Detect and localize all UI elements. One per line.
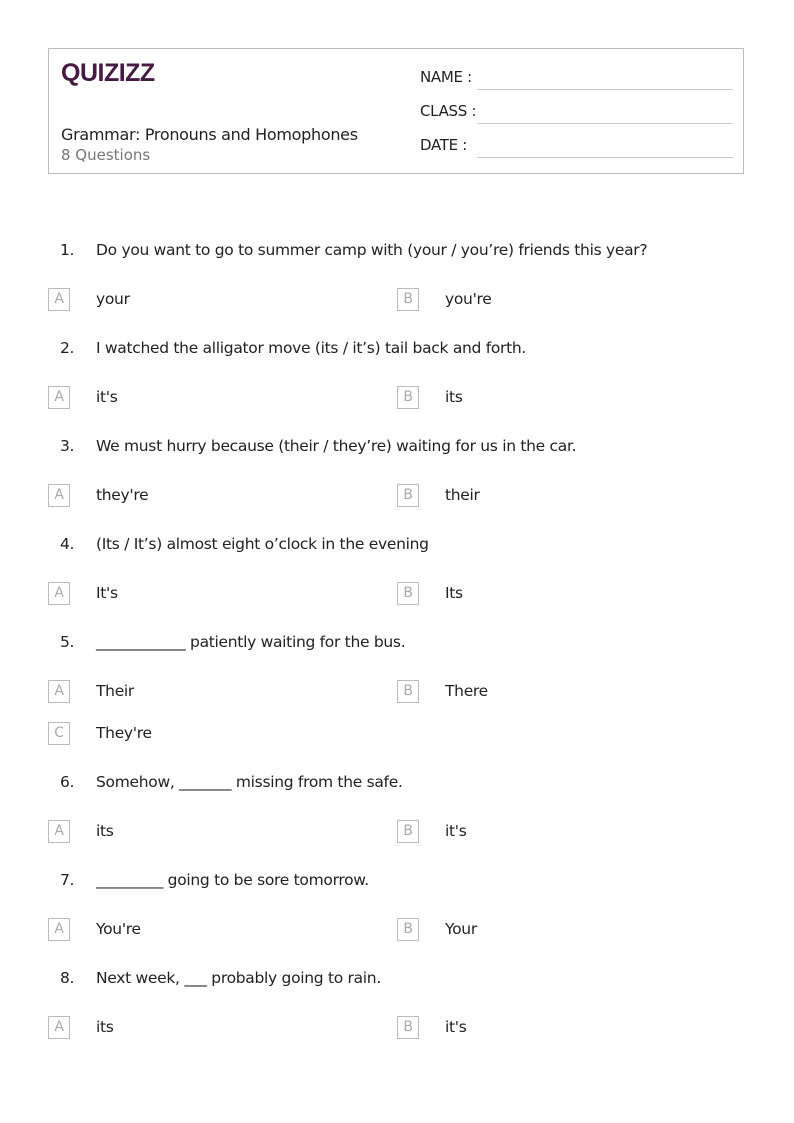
option-b-text: their [445,486,480,504]
question-text: I watched the alligator move (its / it’s) tail back and forth. [96,339,527,357]
option-a-text: it's [96,388,118,406]
date-label: DATE : [420,136,468,154]
question-text: (Its / It’s) almost eight o’clock in the evening [96,535,429,553]
question-number: 8. [60,969,75,987]
option-b-checkbox[interactable]: B [397,1016,419,1039]
question-number: 7. [60,871,75,889]
option-a-checkbox[interactable]: A [48,484,70,507]
question-text: Somehow, _______ missing from the safe. [96,773,403,791]
worksheet-title: Grammar: Pronouns and Homophones [61,125,358,144]
option-a-text: your [96,290,130,308]
option-a-checkbox[interactable]: A [48,582,70,605]
question-number: 5. [60,633,75,651]
option-b-checkbox[interactable]: B [397,680,419,703]
option-b-text: Its [445,584,463,602]
class-label: CLASS : [420,102,477,120]
option-b-checkbox[interactable]: B [397,582,419,605]
option-b-checkbox[interactable]: B [397,820,419,843]
option-b-text: it's [445,822,467,840]
option-b-checkbox[interactable]: B [397,288,419,311]
name-field[interactable] [477,89,733,90]
option-b-text: you're [445,290,492,308]
question-number: 6. [60,773,75,791]
worksheet-header [48,48,744,174]
option-a-text: It's [96,584,118,602]
date-field[interactable] [477,157,733,158]
option-b-text: Your [445,920,477,938]
option-b-checkbox[interactable]: B [397,918,419,941]
question-text: _________ going to be sore tomorrow. [96,871,369,889]
question-number: 2. [60,339,75,357]
option-a-checkbox[interactable]: A [48,820,70,843]
option-b-checkbox[interactable]: B [397,484,419,507]
name-label: NAME : [420,68,472,86]
option-b-text: There [445,682,488,700]
class-field[interactable] [477,123,733,124]
question-text: Next week, ___ probably going to rain. [96,969,381,987]
quizizz-logo: QUIZIZZ [61,59,155,87]
option-a-checkbox[interactable]: A [48,1016,70,1039]
option-a-checkbox[interactable]: A [48,386,70,409]
question-count: 8 Questions [61,146,151,164]
option-b-text: it's [445,1018,467,1036]
option-a-text: they're [96,486,149,504]
option-a-text: Their [96,682,135,700]
question-number: 4. [60,535,75,553]
option-a-checkbox[interactable]: A [48,288,70,311]
question-text: We must hurry because (their / they’re) waiting for us in the car. [96,437,577,455]
option-a-checkbox[interactable]: A [48,680,70,703]
option-b-text: its [445,388,463,406]
option-a-text: You're [96,920,141,938]
option-a-checkbox[interactable]: A [48,918,70,941]
option-c-checkbox[interactable]: C [48,722,70,745]
option-a-text: its [96,1018,114,1036]
option-c-text: They're [96,724,152,742]
option-a-text: its [96,822,114,840]
question-number: 1. [60,241,75,259]
question-text: Do you want to go to summer camp with (your / you’re) friends this year? [96,241,648,259]
question-number: 3. [60,437,75,455]
question-text: ____________ patiently waiting for the bus. [96,633,406,651]
option-b-checkbox[interactable]: B [397,386,419,409]
